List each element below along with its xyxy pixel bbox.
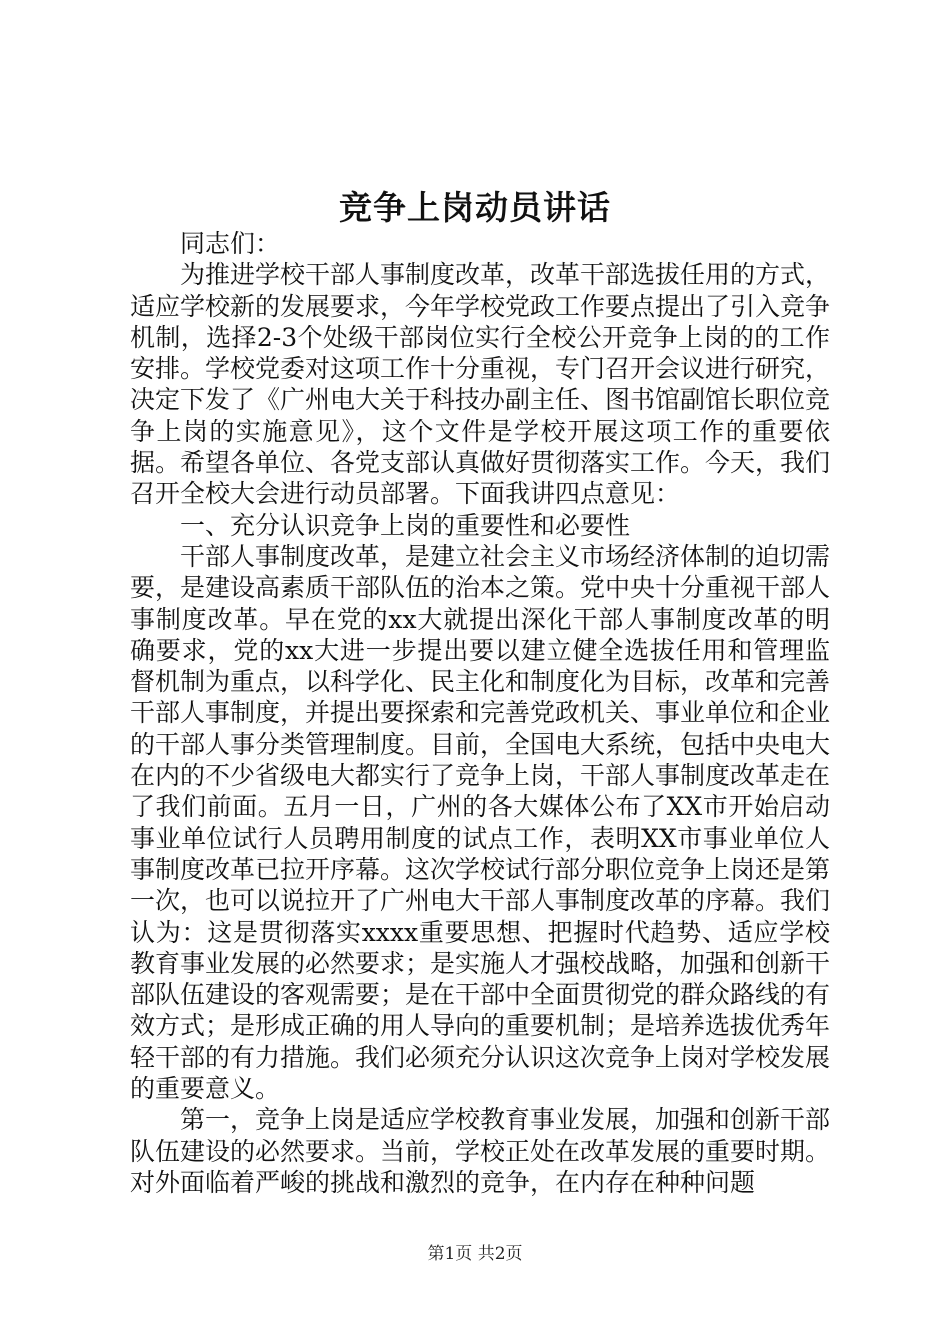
page-indicator: 第1页 共2页 xyxy=(427,1244,523,1264)
document-body xyxy=(130,228,830,1198)
section-heading: 一、充分认识竞争上岗的重要性和必要性 xyxy=(180,510,631,540)
document-title: 竞争上岗动员讲话 xyxy=(339,188,611,227)
paragraph-first-point: 第一，竞争上岗是适应学校教育事业发展，加强和创新干部队伍建设的必然要求。当前，学校正处在改革发展的重要时期。对外面临着严峻的挑战和激烈的竞争，在内存在种种问题 xyxy=(130,1105,831,1197)
paragraph-reform: 干部人事制度改革，是建立社会主义市场经济体制的迫切需要，是建设高素质干部队伍的治本之策。党中央十分重视干部人事制度改革。早在党的xx大就提出深化干部人事制度改革的明确要求，党的xx大进一步提出要以建立健全选拔任用和管理监督机制为重点，以科学化、民主化和制度化为目标，改革和完善干部人事制度，并提出要探索和完善党政机关、事业单位和企业的干部人事分类管理制度。目前，全国电大系统，包括中央电大在内的不少省级电大都实行了竞争上岗，干部人事制度改革走在了我们前面。五月一日，广州的各大媒体公布了XX市开始启动事业单位试行人员聘用制度的试点工作，表明XX市事业单位人事制度改革已拉开序幕。这次学校试行部分职位竞争上岗还是第一次，也可以说拉开了广州电大干部人事制度改革的序幕。我们认为：这是贯彻落实xxxx重要思想、把握时代趋势、适应学校教育事业发展的必然要求；是实施人才强校战略，加强和创新干部队伍建设的客观需要；是在干部中全面贯彻党的群众路线的有效方式；是形成正确的用人导向的重要机制；是培养选拔优秀年轻干部的有力措施。我们必须充分认识这次竞争上岗对学校发展的重要意义。 xyxy=(130,541,831,1104)
salutation: 同志们： xyxy=(180,229,281,258)
paragraph-intro: 为推进学校干部人事制度改革，改革干部选拔任用的方式，适应学校新的发展要求，今年学校党政工作要点提出了引入竞争机制，选择2-3个处级干部岗位实行全校公开竞争上岗的的工作安排。学校党委对这项工作十分重视，专门召开会议进行研究，决定下发了《广州电大关于科技办副主任、图书馆副馆长职位竞争上岗的实施意见》，这个文件是学校开展这项工作的重要依据。希望各单位、各党支部认真做好贯彻落实工作。今天，我们召开全校大会进行动员部署。下面我讲四点意见： xyxy=(130,260,831,509)
